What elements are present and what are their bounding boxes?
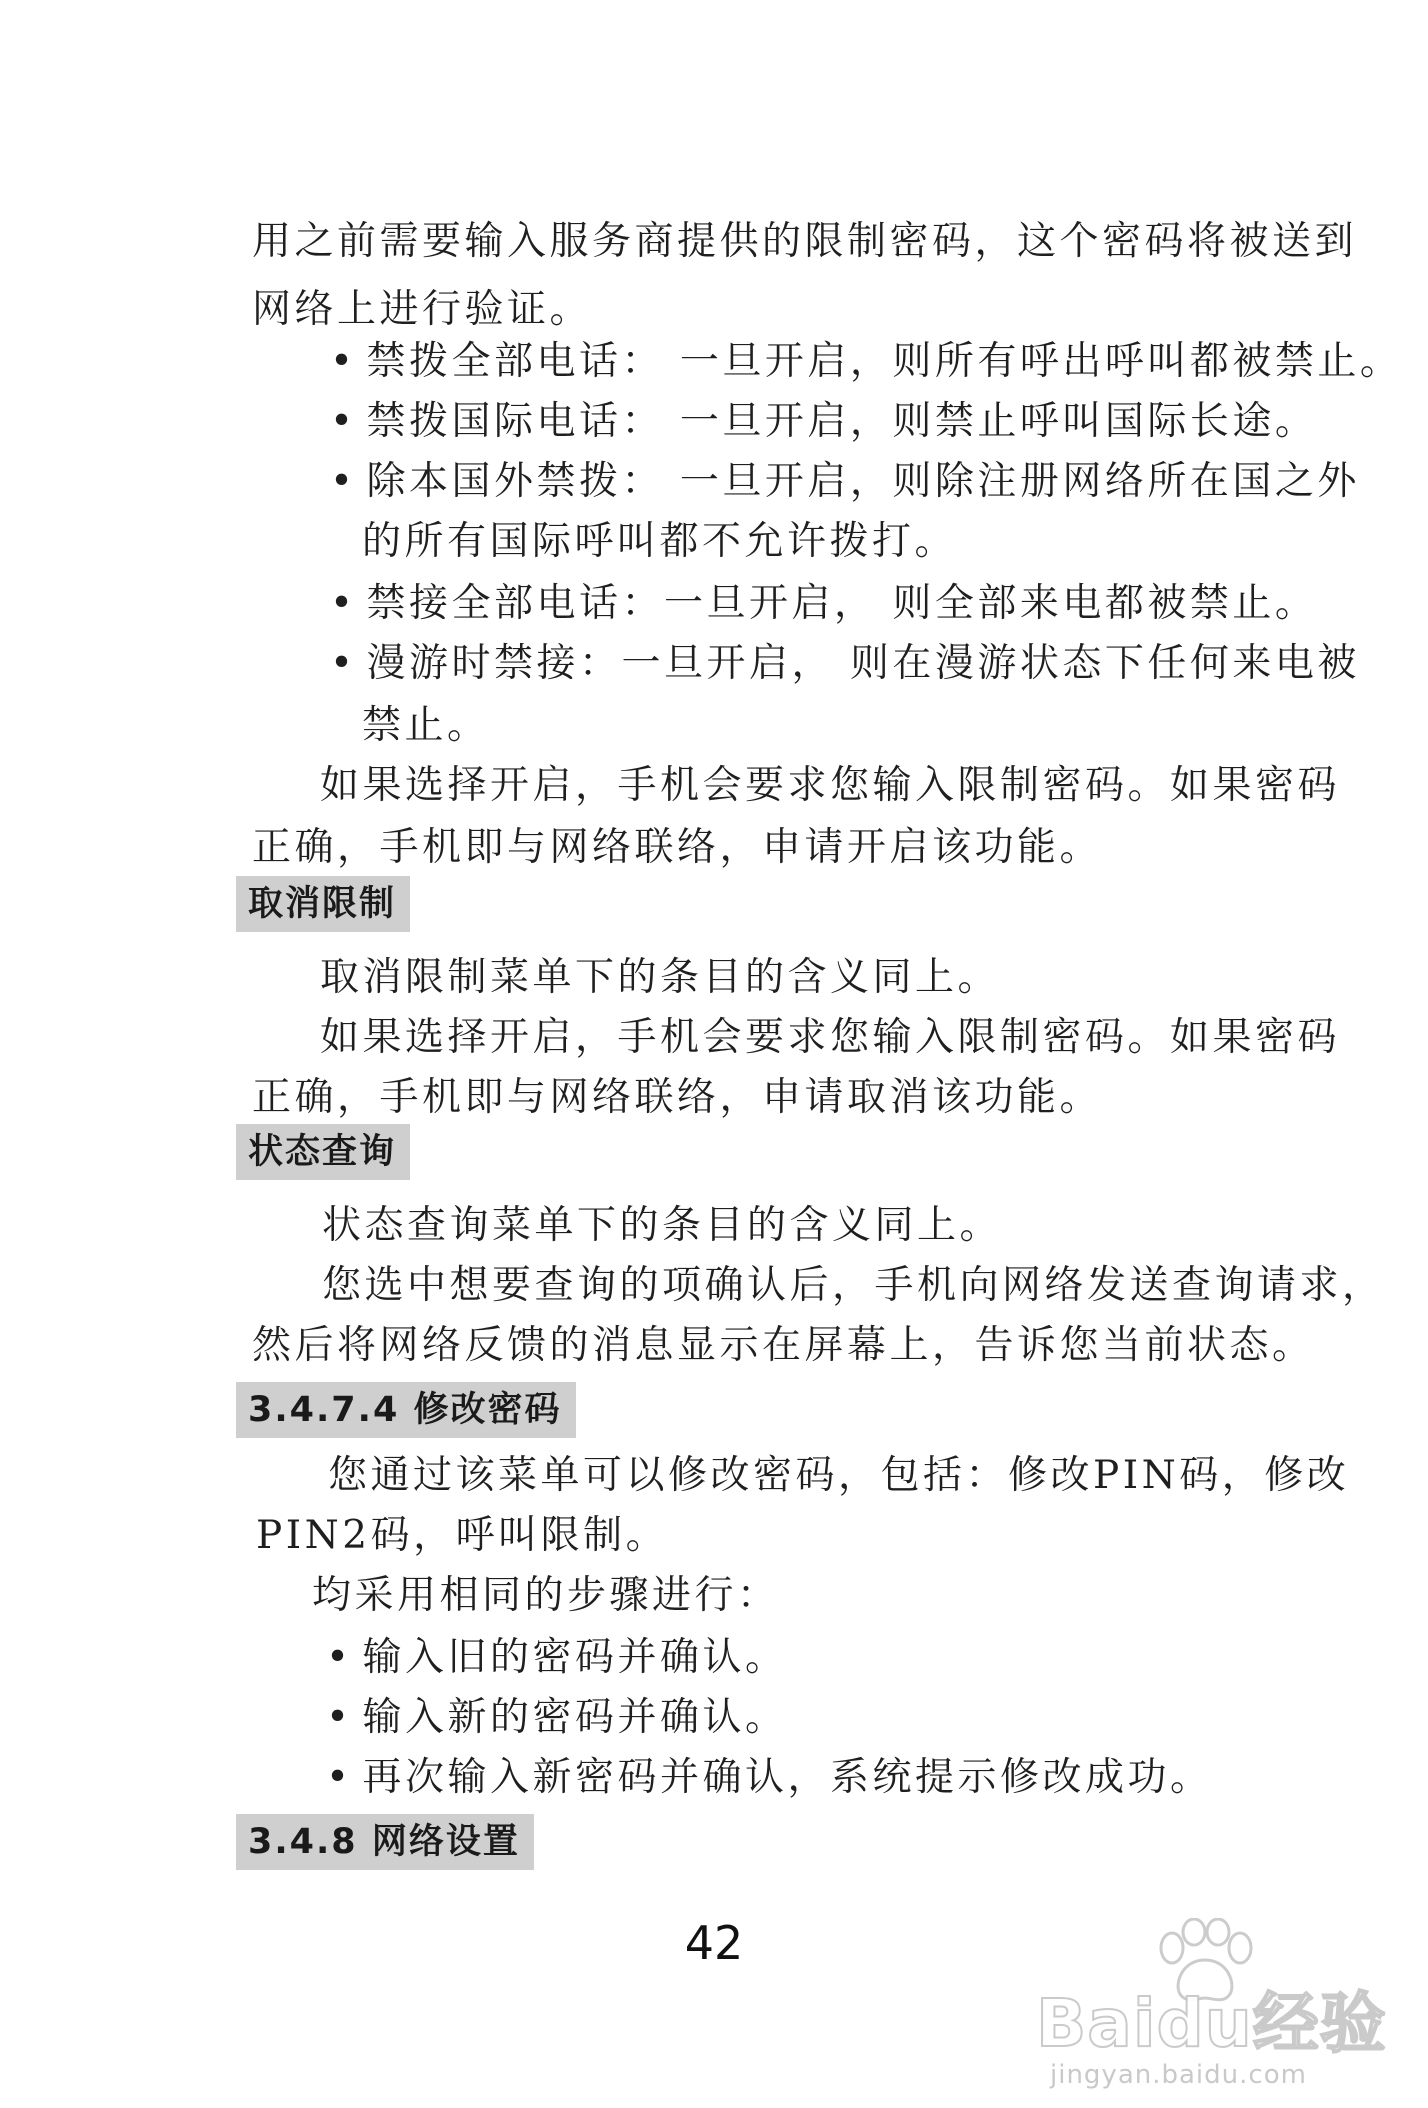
bullet-text: 除本国外禁拨： 一旦开启，则除注册网络所在国之外 [366,459,1360,504]
bullet-item [330,399,1318,444]
body-line: 均采用相同的步骤进行： [312,1573,780,1618]
bullet-text: 输入新的密码并确认。 [362,1695,788,1740]
body-line: 如果选择开启，手机会要求您输入限制密码。如果密码 [320,1015,1341,1060]
body-line: 取消限制菜单下的条目的含义同上。 [320,955,1001,1000]
section-heading: 取消限制 [236,876,410,932]
body-line: 状态查询菜单下的条目的含义同上。 [322,1203,1003,1248]
bullet-item [330,339,1403,384]
body-line: 正确，手机即与网络联络，申请开启该功能。 [252,825,1103,870]
body-line: 网络上进行验证。 [252,287,593,332]
bullet-text: 输入旧的密码并确认。 [362,1635,788,1680]
watermark-logo-text: Baidu经验 [1036,1985,1387,2062]
bullet-continuation: 的所有国际呼叫都不允许拨打。 [362,519,958,564]
body-line: 您通过该菜单可以修改密码，包括：修改PIN码，修改 [328,1453,1350,1498]
bullet-text: 漫游时禁接：一旦开启， 则在漫游状态下任何来电被 [366,641,1360,686]
bullet-item [330,581,1318,626]
bullet-continuation: 禁止。 [362,703,490,748]
bullet-text: 禁拨国际电话： 一旦开启，则禁止呼叫国际长途。 [366,399,1318,444]
page-number: 42 [684,1916,744,1970]
bullet-item [330,459,1360,504]
bullet-item [330,641,1360,686]
body-line: 然后将网络反馈的消息显示在屏幕上，告诉您当前状态。 [252,1323,1315,1368]
section-heading: 3.4.8 网络设置 [236,1814,534,1870]
bullet-item [326,1755,1213,1800]
bullet-text: 禁拨全部电话： 一旦开启，则所有呼出呼叫都被禁止。 [366,339,1403,384]
baidu-jingyan-watermark [1020,1900,1420,2100]
body-line: 如果选择开启，手机会要求您输入限制密码。如果密码 [320,763,1341,808]
body-line: 您选中想要查询的项确认后，手机向网络发送查询请求， [322,1263,1385,1308]
bullet-text: 再次输入新密码并确认，系统提示修改成功。 [362,1755,1213,1800]
bullet-item [326,1635,788,1680]
watermark-url: jingyan.baidu.com [1050,2060,1307,2090]
body-line: PIN2码，呼叫限制。 [256,1513,669,1558]
section-heading: 状态查询 [236,1124,410,1180]
bullet-item [326,1695,788,1740]
bullet-text: 禁接全部电话：一旦开启， 则全部来电都被禁止。 [366,581,1318,626]
body-line: 正确，手机即与网络联络，申请取消该功能。 [252,1075,1103,1120]
body-line: 用之前需要输入服务商提供的限制密码，这个密码将被送到 [252,219,1358,264]
section-heading: 3.4.7.4 修改密码 [236,1382,576,1438]
